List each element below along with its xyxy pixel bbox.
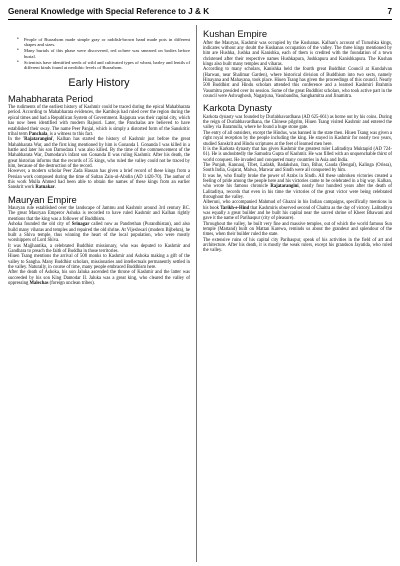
list-item [8,37,190,48]
text: . [54,185,56,191]
bold-term: Rajatarangini [270,184,299,190]
text: , is a witness to this fact. [47,131,94,137]
text: Alberuni, who accompanied Mahmud of Ghazni in his Indian campaigns, specifically mentions in his book [203,200,392,211]
bullet-icon: • [17,37,19,42]
book-title: General Knowledge with Special Reference to J & K [8,7,210,16]
paragraph: The extensive ruins of his capital city Parihaspur, speak of his activities in the field of art and architecture. After his death, it is mostly the weak rulers, except his grandson Jayatida, who ruled the valley. [203,237,392,254]
content-columns [8,25,392,562]
paragraph: Karkota dynasty was founded by Durlabhavardhana (AD 625-661) as borne out by his coins. During the reign of Durlabhavardhana, the Chinese pilgrim, Hiuen Tsang visited Kashmir and entered the valley via Baramulla, where he found a huge stone gate. [203,114,392,131]
page-number: 7 [387,7,392,16]
karkota-heading: Karkota Dynasty [203,102,272,114]
paragraph: Mauryan rule established over the landscape of Jammu and Kashmir around 3rd century BC. The great Mauryan Emperor Ashoka is recorded to have ruled Kashmir and Kalhan rightly mentions that the king was a follower of Buddhism. [8,206,190,222]
bold-term: Malechas [29,280,49,286]
early-history-heading: Early History [68,76,130,89]
text: However, a modern scholar Peer Zada Hassan has given a brief record of these kings from a Persian work composed during the time of Sultan Zain-ul-Abidin (AD 1420-70). The author of this work Mulla Ahmed had been able to obtain the names of these kings from an earlier Sanskrit work [8,169,190,191]
bullet-text: Many burials of this phase were discovered, red ochree was smeared on bodies before burial. [24,48,190,59]
paragraph: After the Mauryas, Kashmir was occupied by the Kushanas. Kalhan's account of Turushka kings, indicates without any doubt the Kushanas occupation of the valley. The three kings mentioned by him are Hushka, Jushka and Kanishka, each of them is credited with the foundation of a town christened after their respective names Hushkapura, Jushkapura and Kanishkapura. The Kushan kings also built many temples and viharas. [203,40,392,67]
bold-term: Panchala [28,131,48,137]
paragraph [8,169,190,190]
bold-term: Srinagar [71,222,90,228]
paragraph: It is the Karkota dynasty that has given Kashmir the greatest ruler Lalitaditya Muktapid (AD 724-61). He is undoubtedly the Samudra Gupta of Kashmir. He was filled with an unquenchable thirst of world conquest. He invaded and conquered many countries in Asia and India. [203,146,392,163]
list-item [8,48,190,59]
left-column [8,25,196,562]
text: Ashoka founded the old city of [8,222,72,228]
paragraph [203,174,392,201]
text: In the ' [8,137,25,143]
bullet-list [8,37,190,71]
paragraph [203,200,392,221]
paragraph: It was Majjhantika, a celebrated Buddhist missionary, who was deputed to Kashmir and Gandhara to preach the faith of Buddha in those territories. [8,243,190,254]
list-item [8,60,190,71]
text: ', Kalhan has started the history of Kashmir just before the great Mahabharata War, and the first king mentioned by him is Gonanda I. Gonanda I was killed in a battle and later his son Damodara I was also killed. By the time of the commencement of the Mahabharata War, Damodara's infant son Gonanda II was ruling Kashmir. After his death, the great historian informs that the records of 35 kings, who ruled the valley could not be traced by him, because of the destruction of the record. [8,137,190,169]
paragraph: Hiuen Tsang mentions the arrival of 500 monks to Kashmir and Ashoka making a gift of the valley to Sangha. Many Buddhist scholars, missionaries and intellectuals permanently settled in the valley. Naturally, in course of time, many people embraced Buddhism here. [8,254,190,270]
text: (foreign unclean tribes). [48,280,95,286]
mauryan-heading: Mauryan Empire [8,193,77,205]
paragraph: The Punjab, Kannauj, Tibet, Ladakh, Badakshan, Iran, Bihar, Gauda (Bengal), Kalinga (Orissa), South India, Gujarat, Malwa, Marwar and Sindh were all conquered by him. [203,162,392,174]
bullet-icon: • [17,59,19,65]
paragraph: The entry of all outsiders, except the Hindus, was banned in the state then. Hiuen Tsang was given a right royal reception by the people including the king. He stayed in Kashmir for nearly two years, studied Sanskrit and Hindu scriptures at the feet of learned men here. [203,130,392,147]
text: called now as Pandrethan (Purandhistan), and also build many viharas and temples and repaired the old shrine. At Vijeshwari (modern Bijbehra), he built a Shiva temple, thus winning the heart of the local population, who were mostly worshippers of Lord Shiva. [8,222,190,244]
paragraph [8,105,190,137]
page-header [8,5,392,20]
paragraph [8,222,190,243]
kushan-heading: Kushan Empire [203,28,268,39]
bullet-text: People of Burzahom made simple gray or raddish-brown hand made pots in different shapes and sizes. [24,37,190,48]
text: that Kashmiris observed second of Chaitra as the day of victory. Lalitaditya was equally a great builder and he built his capital near the sacred shrine of Kheer Bhawani and gave it the name of Parihaspur (city of pleasure). [203,205,392,222]
paragraph: Throughout the valley, he built very fine and massive temples, out of which the world famous Sun temple (Martand) built on Mattan Karewa, reminds us about the grandeur and splendour of the times, when their builder ruled the state. [203,221,392,238]
bullet-text: Scientists have identified seeds of wild and cultivated types of wheat, barley and lentils of different kinds found at neolithic levels of Burzahom. [24,59,190,71]
bullet-icon: • [17,48,19,54]
paragraph: According to many scholars, Kanishka held the fourth great Buddhist Council at Kundalvan (Harwan, near Shalimar Garden), where historical division of Buddhism into two sects, namely Hinayana and Mahayana, took place. Hiuen Tsang has given the proceedings of this council. Nearly 500 Buddhist and Hindu scholars attended this conference and a learned Kashmiri Brahmin Vasumitra presided over its session. Some of the great Buddhist scholars, who took active part in the council were Ashvaghosh, Nagarjuna, Vasubandhu, Sanghamitra and Jinamitra. [203,67,392,99]
mahabharata-heading: Mahabharata Period [8,92,93,104]
paragraph [8,270,190,286]
bold-term: Rajatarangini [24,137,53,143]
text: The rudiments of the earliest history of Kashmir could be traced during the epical Mahabharata period. According to Mahabharata evidences, the Kambojs had ruled over the region during the epical times and had a Republican System of Government. Rajapura was their capital city, which has now been identified with modern Rajouri. Later, the Panchalas are believed to have established their sway. The name Peer Panjal, which is simply a distorted form of the Sanskritic tribal term [8,105,190,137]
text: , nearly four hundred years after the death of Lalitaditya, records that even in his time the victories of the great victor were being celebrated throughout the valley. [203,184,392,200]
paragraph [8,137,190,169]
bold-term: Ratnakar [35,185,55,191]
right-column [196,25,392,562]
bold-term: Tarikh-e-Hind [220,205,250,211]
text: It was he, who finally broke the power of Arabs in Sindh. All these unbroken victories created a feeling of pride among the people here and his victories came to be celebrated in a big way. Kalhan, who wrote his famous chronicle [203,173,392,190]
text: After the death of Ashoka, his son Jaluka ascended the throne of Kashmir and the latter was succeeded by his son King Damodar II. Jaluka was a great king, who cleared the valley of oppressing [8,270,190,286]
